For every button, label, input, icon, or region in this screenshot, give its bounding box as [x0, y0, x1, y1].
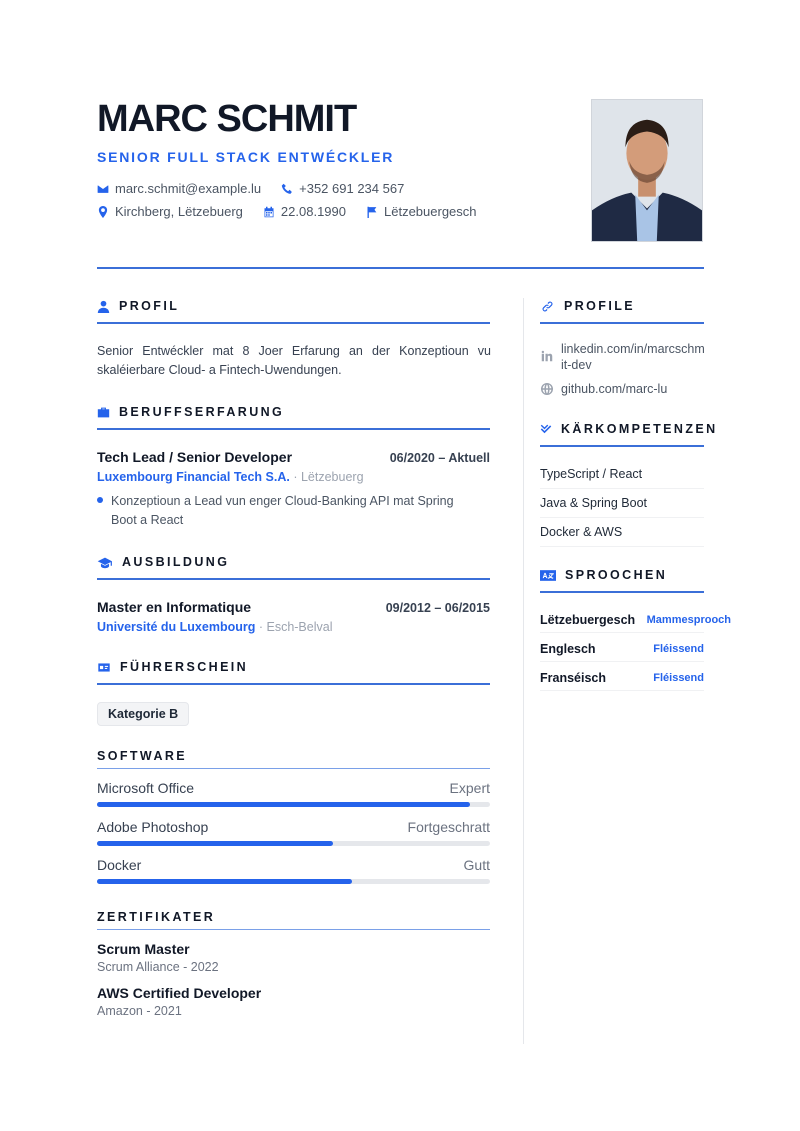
contact-row-1	[97, 181, 424, 196]
language-name: Franséisch	[540, 671, 607, 685]
section-languages-heading: SPROOCHEN	[540, 568, 667, 582]
linkedin-link[interactable]	[540, 341, 706, 373]
github-text: github.com/marc-lu	[561, 382, 668, 396]
section-rule	[97, 768, 490, 769]
language-level: Mammesprooch	[646, 614, 731, 626]
software-bar-fill	[97, 879, 352, 884]
job-company: Luxembourg Financial Tech S.A. · Lëtzebuerg	[97, 470, 364, 484]
software-name: Docker	[97, 857, 142, 873]
software-bar-fill	[97, 841, 333, 846]
certificate-name: AWS Certified Developer	[97, 985, 262, 1001]
section-rule	[97, 428, 490, 430]
graduation-cap-icon	[97, 556, 113, 569]
degree-title: Master en Informatique	[97, 599, 252, 615]
software-bar-fill	[97, 802, 470, 807]
email-text: marc.schmit@example.lu	[115, 181, 262, 196]
section-rule	[97, 578, 490, 580]
linkedin-icon	[540, 350, 554, 373]
map-pin-icon	[97, 206, 109, 218]
skill-item: Java & Spring Boot	[540, 496, 704, 518]
section-experience-heading: BERUFFSERFARUNG	[97, 405, 284, 419]
language-level: Fléissend	[653, 643, 704, 655]
education-location: · Esch-Belval	[258, 620, 333, 634]
section-license-heading: FÜHRERSCHEIN	[97, 660, 248, 674]
section-rule	[540, 322, 704, 324]
profile-photo	[591, 99, 703, 242]
link-icon	[540, 300, 555, 313]
software-name: Adobe Photoshop	[97, 819, 209, 835]
section-links-heading: PROFILE	[540, 299, 635, 313]
software-bar	[97, 802, 490, 807]
section-certificates-heading: ZERTIFIKATER	[97, 910, 216, 924]
software-level: Fortgeschratt	[407, 819, 490, 835]
job-bullet: Konzeptioun a Lead vun enger Cloud-Banking API mat Spring Boot a React	[111, 494, 454, 527]
section-software-heading: SOFTWARE	[97, 749, 188, 763]
contact-phone[interactable]	[281, 181, 404, 196]
software-level: Expert	[449, 780, 490, 796]
phone-icon	[281, 183, 293, 195]
language-icon	[540, 569, 556, 582]
location-text: Kirchberg, Lëtzebuerg	[115, 204, 243, 219]
certificate-issuer: Amazon - 2021	[97, 1004, 182, 1018]
section-rule	[540, 445, 704, 447]
header-divider	[97, 267, 704, 269]
language-level: Fléissend	[653, 672, 704, 684]
user-icon	[97, 300, 110, 313]
language-item	[540, 671, 704, 691]
software-bar	[97, 841, 490, 846]
contact-email[interactable]	[97, 181, 261, 196]
software-name: Microsoft Office	[97, 780, 194, 796]
contact-birthdate	[263, 204, 346, 219]
job-title-header: SENIOR FULL STACK ENTWÉCKLER	[97, 149, 395, 165]
section-rule	[97, 322, 490, 324]
flag-icon	[366, 206, 378, 218]
contact-nationality	[366, 204, 477, 219]
job-date: 06/2020 – Aktuell	[389, 451, 490, 465]
job-title: Tech Lead / Senior Developer	[97, 449, 293, 465]
certificate-issuer: Scrum Alliance - 2022	[97, 960, 219, 974]
job-location: · Lëtzebuerg	[293, 470, 364, 484]
column-divider	[523, 298, 524, 1044]
full-name: MARC SCHMIT	[97, 98, 357, 140]
skill-item: TypeScript / React	[540, 467, 704, 489]
language-name: Englesch	[540, 642, 596, 656]
nationality-text: Lëtzebuergesch	[384, 204, 477, 219]
section-rule	[97, 683, 490, 685]
skill-item: Docker & AWS	[540, 525, 704, 547]
envelope-icon	[97, 183, 109, 195]
license-badge: Kategorie B	[97, 702, 189, 726]
education-school: Université du Luxembourg · Esch-Belval	[97, 620, 333, 634]
software-level: Gutt	[463, 857, 490, 873]
bullet-dot	[97, 497, 103, 503]
contact-row-2	[97, 204, 497, 219]
language-name: Lëtzebuergesch	[540, 613, 636, 627]
language-item	[540, 613, 731, 633]
phone-text: +352 691 234 567	[299, 181, 405, 196]
section-education-heading: AUSBILDUNG	[97, 555, 229, 569]
double-check-icon	[540, 423, 552, 436]
id-card-icon	[97, 661, 111, 674]
software-bar	[97, 879, 490, 884]
section-profil-heading: PROFIL	[97, 299, 179, 313]
section-rule	[97, 929, 490, 930]
profile-summary: Senior Entwéckler mat 8 Joer Erfarung an der Konzeptioun vu skaléierbare Cloud- a Fintech-Uwendungen.	[97, 344, 491, 377]
certificate-name: Scrum Master	[97, 941, 190, 957]
briefcase-icon	[97, 406, 110, 419]
birthdate-text: 22.08.1990	[280, 204, 346, 219]
contact-location	[97, 204, 243, 219]
language-item	[540, 642, 704, 662]
calendar-icon	[263, 206, 275, 218]
section-rule	[540, 591, 704, 593]
linkedin-text: linkedin.com/in/marcschmit-dev	[561, 342, 705, 372]
section-skills-heading: KÄRKOMPETENZEN	[540, 422, 718, 436]
education-date: 09/2012 – 06/2015	[385, 601, 490, 615]
github-link[interactable]	[540, 381, 706, 397]
globe-icon	[540, 383, 554, 397]
